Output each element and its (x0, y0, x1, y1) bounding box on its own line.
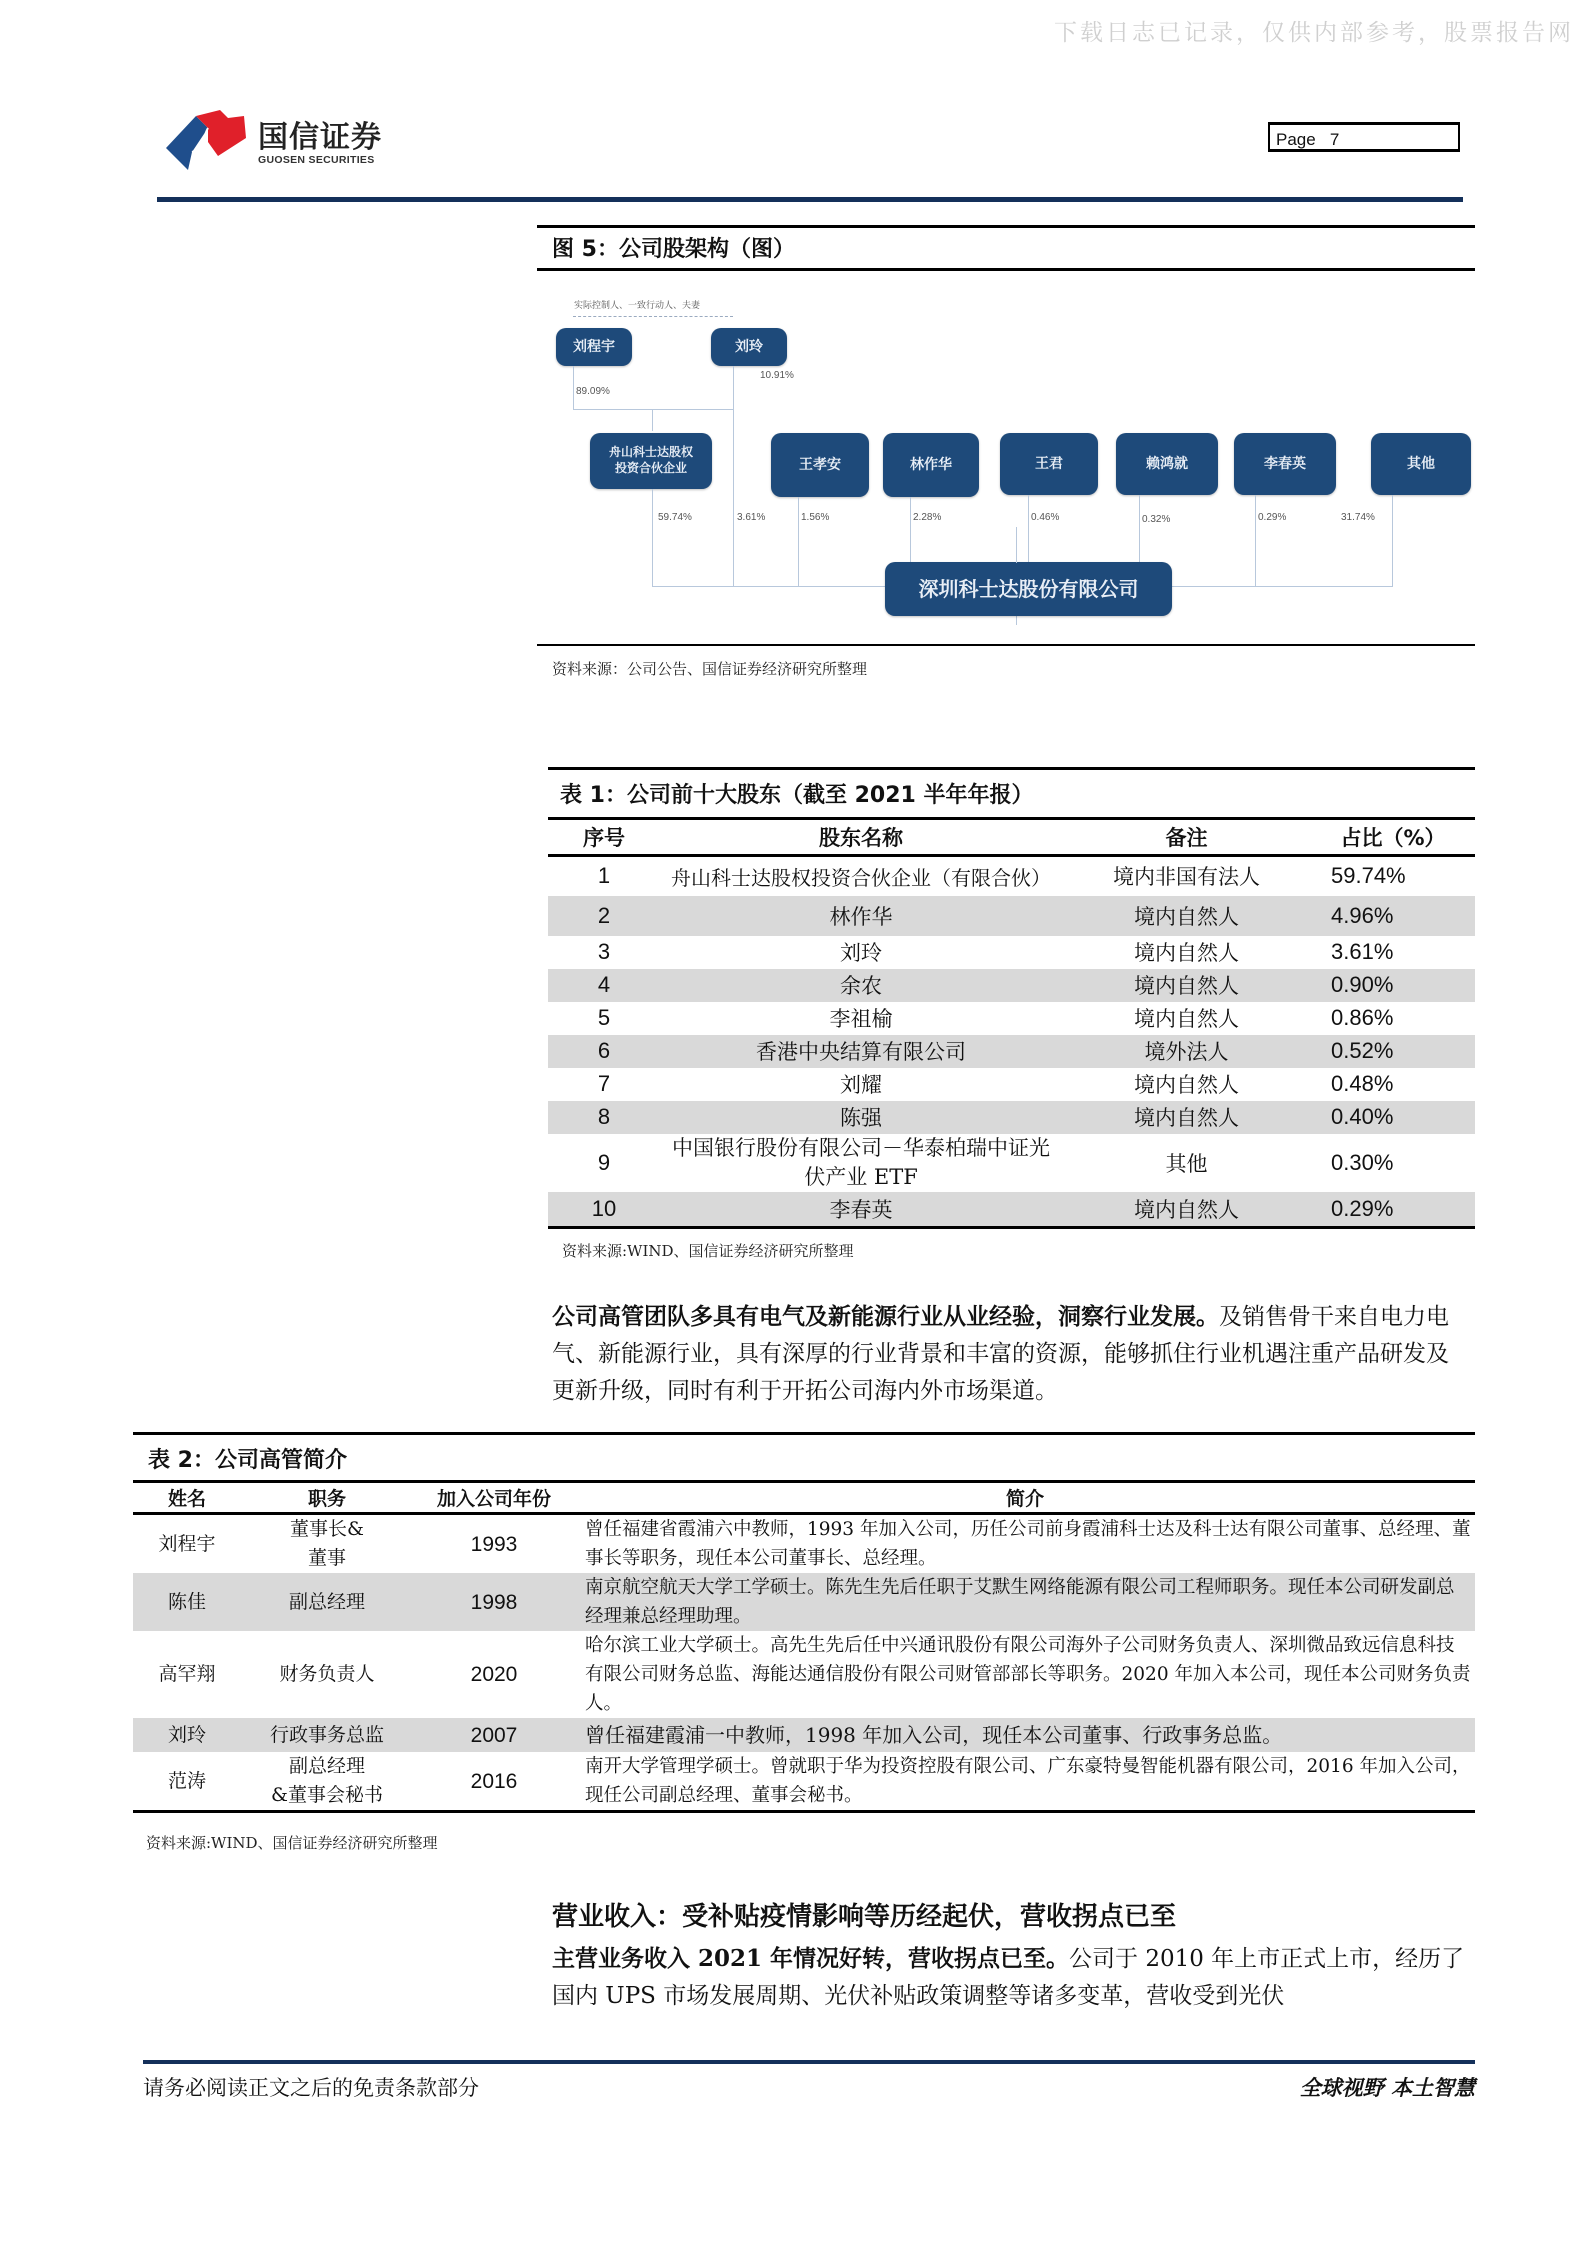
cell-name: 余农 (660, 969, 1062, 1002)
cell-note: 境内自然人 (1134, 941, 1239, 965)
node-liu-chengyu: 刘程宇 (556, 328, 632, 366)
cell-role (241, 1514, 413, 1574)
pct-lin-zuohua: 2.28% (913, 512, 942, 523)
connector (798, 497, 799, 587)
node-company: 深圳科士达股份有限公司 (885, 562, 1172, 616)
cell-no: 2 (548, 896, 660, 936)
connector (573, 366, 574, 410)
holding-label-line2: 投资合伙企业 (614, 461, 687, 475)
table1-top-rule (548, 767, 1475, 770)
pct-liu-ling-direct: 3.61% (737, 512, 766, 523)
revenue-paragraph (552, 1940, 1472, 2015)
table1-title: 表 1：公司前十大股东（截至 2021 半年年报） (560, 783, 1034, 808)
node-liu-ling: 刘玲 (711, 328, 787, 366)
node-wang-xiaoan: 王孝安 (771, 433, 869, 497)
cell-no: 7 (597, 1071, 611, 1096)
paragraph-body: 及销售骨干来自电力电气、新能源行业，具有深厚的行业背景和丰富的资源，能够抓住行业机遇注重产品研发及更新升级，同时有利于开拓公司海内外市场渠道。 (552, 1304, 1449, 1404)
pct-liu-ling: 10.91% (760, 370, 794, 381)
figure-top-rule (537, 225, 1475, 228)
paragraph-lead: 主营业务收入 2021 年情况好转，营收拐点已至。 (552, 1945, 1070, 1972)
management-table (133, 1480, 1475, 1813)
cell-pct: 0.90% (1311, 969, 1475, 1002)
table-row (548, 856, 1475, 896)
cell-note: 境内自然人 (1062, 1192, 1311, 1228)
figure-title: 图 5：公司股架构（图） (552, 237, 795, 262)
cell-name: 刘玲 (840, 941, 882, 965)
cell-note: 境外法人 (1062, 1035, 1311, 1068)
cell-note: 境内自然人 (1062, 896, 1311, 936)
cell-pct: 0.30% (1331, 1149, 1394, 1175)
pct-wang-jun: 0.46% (1031, 512, 1060, 523)
controller-note: 实际控制人、一致行动人、夫妻 (574, 300, 701, 310)
col-header-name: 股东名称 (660, 820, 1062, 856)
page-number-box (1268, 122, 1460, 152)
cell-no: 3 (597, 939, 611, 964)
node-others: 其他 (1371, 433, 1471, 495)
cell-note: 境内非国有法人 (1113, 865, 1260, 890)
table-row (133, 1514, 1475, 1574)
header-divider (157, 197, 1463, 202)
cell-no: 9 (597, 1149, 611, 1175)
cell-name (660, 1134, 1062, 1192)
col-header-pct: 占比（%） (1311, 820, 1475, 856)
paragraph-body: 公司于 2010 年上市正式上市，经历了国内 UPS 市场发展周期、光伏补贴政策调整等诸多变革，营收受到光伏 (552, 1946, 1465, 2009)
table-row (548, 1035, 1475, 1068)
dashed-link (573, 316, 733, 318)
table-row (548, 1134, 1475, 1192)
col-header-role: 职务 (241, 1482, 413, 1514)
cell-name-line2: 伏产业 ETF (804, 1164, 918, 1189)
figure-source: 资料来源：公司公告、国信证券经济研究所整理 (552, 660, 868, 678)
pct-holding: 59.74% (658, 512, 692, 523)
cell-name: 林作华 (660, 896, 1062, 936)
connector (1016, 527, 1017, 563)
disclaimer-note: 请务必阅读正文之后的免责条款部分 (143, 2076, 479, 2100)
table2-top-rule (133, 1432, 1475, 1435)
cell-year: 2007 (413, 1718, 575, 1752)
paragraph-lead: 公司高管团队多具有电气及新能源行业从业经验，洞察行业发展。 (552, 1303, 1219, 1330)
cell-no: 1 (597, 863, 611, 889)
table-row (548, 896, 1475, 936)
company-logo (162, 108, 392, 172)
pct-others: 31.74% (1341, 512, 1375, 523)
cell-pct: 0.40% (1311, 1101, 1475, 1134)
pct-liu-chengyu: 89.09% (576, 386, 610, 397)
cell-intro: 南京航空航天大学工学硕士。陈先生先后任职于艾默生网络能源有限公司工程师职务。现任本公司研发副总经理兼总经理助理。 (575, 1573, 1475, 1631)
col-header-name: 姓名 (133, 1482, 241, 1514)
table-row (133, 1752, 1475, 1812)
cell-no: 10 (548, 1192, 660, 1228)
holding-label-line1: 舟山科士达股权 (608, 445, 693, 460)
cell-pct: 0.29% (1311, 1192, 1475, 1228)
cell-note: 境内自然人 (1062, 1101, 1311, 1134)
table-row (133, 1718, 1475, 1752)
figure-title-rule (537, 268, 1475, 271)
cell-intro: 曾任福建省霞浦六中教师，1993 年加入公司，历任公司前身霞浦科士达及科士达有限公司董事、总经理、董事长等职务，现任本公司董事长、总经理。 (585, 1519, 1471, 1569)
pct-wang-xiaoan: 1.56% (801, 512, 830, 523)
top-shareholders-table (548, 820, 1475, 1229)
cell-name: 刘玲 (133, 1718, 241, 1752)
cell-note: 境内自然人 (1134, 1073, 1239, 1097)
table-row (548, 1192, 1475, 1228)
page-label: Page (1276, 130, 1316, 149)
cell-note: 境内自然人 (1062, 969, 1311, 1002)
cell-name: 陈佳 (133, 1573, 241, 1631)
cell-name: 刘程宇 (158, 1532, 216, 1555)
cell-year: 2020 (470, 1663, 518, 1686)
cell-name: 李祖榆 (829, 1007, 893, 1031)
cell-intro: 哈尔滨工业大学硕士。高先生先后任中兴通讯股份有限公司海外子公司财务负责人、深圳微品致远信息科技有限公司财务总监、海能达通信股份有限公司财管部部长等职务。2020 年加入本公司，现任本公司财务负责人。 (585, 1635, 1471, 1714)
footer-slogan: 全球视野 本土智慧 (1299, 2075, 1475, 2100)
cell-pct: 3.61% (1331, 939, 1394, 964)
cell-role: 财务负责人 (279, 1663, 375, 1685)
section-heading: 营业收入：受补贴疫情影响等历经起伏，营收拐点已至 (552, 1902, 1177, 1932)
node-lin-zuohua: 林作华 (883, 433, 979, 497)
connector (1392, 495, 1393, 587)
figure-bottom-rule (537, 644, 1475, 646)
cell-no: 5 (597, 1005, 611, 1030)
cell-year: 2016 (413, 1752, 575, 1812)
cell-year: 1998 (413, 1573, 575, 1631)
cell-note: 境内自然人 (1134, 1007, 1239, 1031)
role-line1: 副总经理 (288, 1755, 365, 1777)
connector (652, 409, 653, 431)
table-row (548, 936, 1475, 969)
table1-source: 资料来源:WIND、国信证券经济研究所整理 (562, 1242, 854, 1260)
cell-name-line1: 中国银行股份有限公司－华泰柏瑞中证光 (672, 1135, 1050, 1160)
table-row (548, 1101, 1475, 1134)
cell-pct: 59.74% (1331, 863, 1406, 889)
col-header-no: 序号 (548, 820, 660, 856)
cell-year: 1993 (470, 1532, 518, 1556)
table-row (548, 1068, 1475, 1101)
logo-english-name: GUOSEN SECURITIES (258, 154, 375, 166)
management-paragraph (552, 1298, 1470, 1410)
cell-role: 副总经理 (241, 1573, 413, 1631)
connector (573, 409, 733, 410)
cell-note: 其他 (1165, 1151, 1208, 1176)
role-line2: 董事 (307, 1547, 346, 1569)
cell-no: 8 (548, 1101, 660, 1134)
cell-name: 香港中央结算有限公司 (660, 1035, 1062, 1068)
cell-name: 陈强 (660, 1101, 1062, 1134)
col-header-year: 加入公司年份 (413, 1482, 575, 1514)
connector (733, 366, 734, 586)
table-row (133, 1631, 1475, 1718)
pct-lai-hongjiu: 0.32% (1142, 514, 1171, 525)
connector (652, 489, 653, 587)
table2-source: 资料来源:WIND、国信证券经济研究所整理 (146, 1834, 438, 1852)
cell-intro: 南开大学管理学硕士。曾就职于华为投资控股有限公司、广东豪特曼智能机器有限公司，2016 年加入公司，现任公司副总经理、董事会秘书。 (575, 1752, 1475, 1812)
page-number: 7 (1329, 130, 1340, 149)
logo-chinese-name: 国信证券 (258, 120, 382, 155)
cell-no: 4 (548, 969, 660, 1002)
pct-li-chunying: 0.29% (1258, 512, 1287, 523)
table-row (548, 1002, 1475, 1035)
guosen-logo-icon (162, 108, 252, 172)
cell-pct: 0.48% (1331, 1071, 1394, 1096)
cell-name: 舟山科士达股权投资合伙企业（有限合伙） (671, 865, 1051, 890)
footer-divider (143, 2060, 1475, 2064)
connector (1255, 495, 1256, 587)
node-lai-hongjiu: 赖鸿就 (1116, 433, 1218, 495)
node-li-chunying: 李春英 (1234, 433, 1336, 495)
cell-pct: 0.52% (1311, 1035, 1475, 1068)
cell-name: 李春英 (660, 1192, 1062, 1228)
cell-name: 范涛 (133, 1752, 241, 1812)
cell-role: 行政事务总监 (241, 1718, 413, 1752)
table-row (133, 1573, 1475, 1631)
cell-pct: 0.86% (1331, 1005, 1394, 1030)
cell-name: 高罕翔 (158, 1663, 216, 1685)
cell-pct: 4.96% (1311, 896, 1475, 936)
cell-no: 6 (548, 1035, 660, 1068)
role-line1: 董事长& (290, 1518, 364, 1540)
col-header-intro: 简介 (575, 1482, 1475, 1514)
col-header-note: 备注 (1062, 820, 1311, 856)
cell-name: 刘耀 (840, 1073, 882, 1097)
node-zhoushan-holding (590, 433, 712, 489)
role-line2: &董事会秘书 (271, 1784, 383, 1806)
cell-role (241, 1752, 413, 1812)
watermark-text: 下载日志已记录，仅供内部参考，股票报告网 (1054, 20, 1574, 46)
table2-title: 表 2：公司高管简介 (148, 1448, 347, 1473)
table-row (548, 969, 1475, 1002)
cell-intro: 曾任福建霞浦一中教师，1998 年加入公司，现任本公司董事、行政事务总监。 (575, 1718, 1475, 1752)
node-wang-jun: 王君 (1000, 433, 1098, 495)
